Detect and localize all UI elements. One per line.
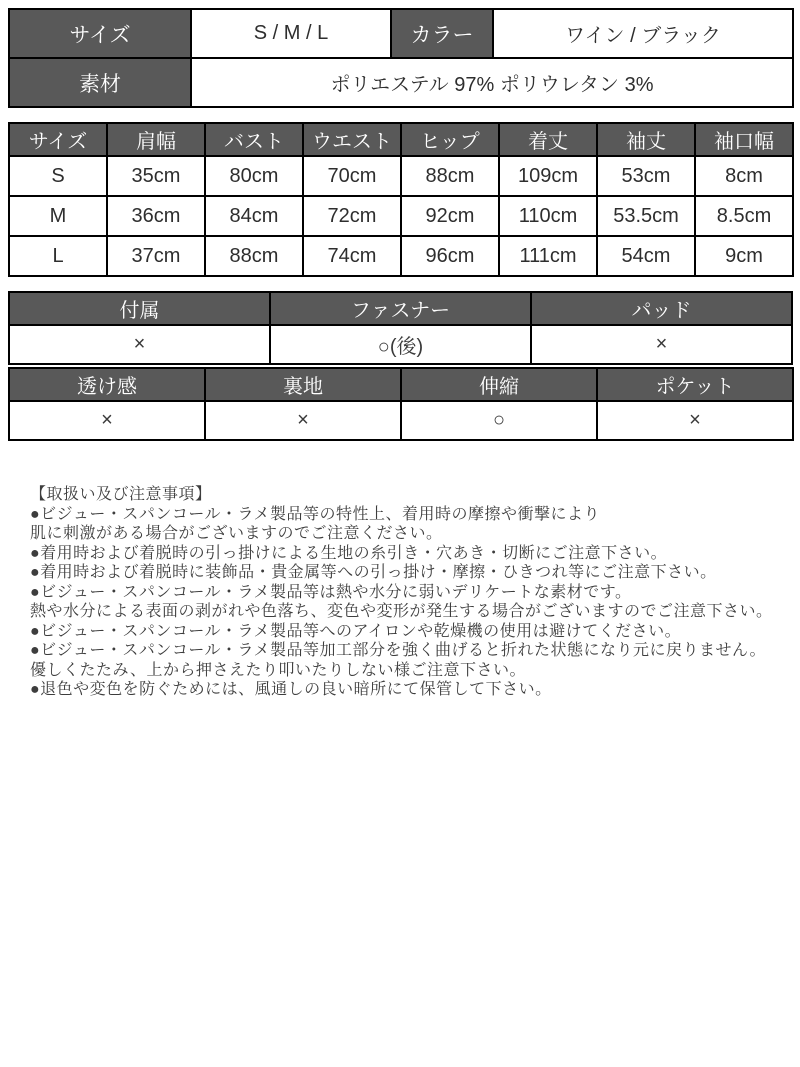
care-notes-title: 【取扱い及び注意事項】	[30, 486, 212, 503]
spec-material-label: 素材	[9, 58, 191, 107]
spec-row-size-color	[9, 9, 793, 58]
features2-header: 伸縮	[401, 368, 597, 401]
care-note-line: ●着用時および着脱時に装飾品・貴金属等への引っ掛け・摩擦・ひきつれ等にご注意下さい。	[30, 564, 717, 581]
measurements-header: 袖口幅	[695, 123, 793, 156]
measurement-cell: 54cm	[597, 236, 695, 276]
features2-header-row	[9, 368, 793, 401]
care-note-line: ●退色や変色を防ぐためには、風通しの良い暗所にて保管して下さい。	[30, 681, 552, 698]
features1-header: パッド	[531, 292, 792, 325]
measurements-header: サイズ	[9, 123, 107, 156]
measurements-header: ウエスト	[303, 123, 401, 156]
spec-row-material	[9, 58, 793, 107]
measurement-cell: 70cm	[303, 156, 401, 196]
features1-value-row	[9, 325, 792, 364]
spec-size-value: S / M / L	[191, 9, 391, 58]
spec-size-label: サイズ	[9, 9, 191, 58]
measurement-cell: L	[9, 236, 107, 276]
measurement-cell: 72cm	[303, 196, 401, 236]
features2-value: ○	[401, 401, 597, 440]
spec-material-value: ポリエステル 97% ポリウレタン 3%	[191, 58, 793, 107]
care-note-line: ●ビジュー・スパンコール・ラメ製品等へのアイロンや乾燥機の使用は避けてください。	[30, 622, 682, 640]
measurements-row-m	[9, 196, 793, 236]
features2-value: ×	[9, 401, 205, 440]
measurement-cell: 36cm	[107, 196, 205, 236]
measurements-header: バスト	[205, 123, 303, 156]
measurement-cell: 111cm	[499, 236, 597, 276]
features2-value: ×	[597, 401, 793, 440]
care-notes	[30, 485, 784, 700]
care-note-line: ●ビジュー・スパンコール・ラメ製品等加工部分を強く曲げると折れた状態になり元に戻りません。	[30, 642, 767, 659]
features1-value: ×	[9, 325, 270, 364]
features2-header: 裏地	[205, 368, 401, 401]
features1-value: ×	[531, 325, 792, 364]
features1-header-row	[9, 292, 792, 325]
care-note-line: 肌に刺激がある場合がございますのでご注意ください。	[30, 525, 443, 542]
features1-header: ファスナー	[270, 292, 531, 325]
measurement-cell: 37cm	[107, 236, 205, 276]
features2-header: 透け感	[9, 368, 205, 401]
measurement-cell: 96cm	[401, 236, 499, 276]
measurement-cell: 110cm	[499, 196, 597, 236]
measurement-cell: 53cm	[597, 156, 695, 196]
measurement-cell: 88cm	[401, 156, 499, 196]
features-table-1	[8, 291, 793, 365]
measurement-cell: 8cm	[695, 156, 793, 196]
measurements-header: 袖丈	[597, 123, 695, 156]
spec-color-value: ワイン / ブラック	[493, 9, 793, 58]
measurements-row-s	[9, 156, 793, 196]
measurement-cell: 8.5cm	[695, 196, 793, 236]
measurements-row-l	[9, 236, 793, 276]
care-note-line: 熱や水分による表面の剥がれや色落ち、変色や変形が発生する場合がございますのでご注意下さい。	[30, 603, 773, 620]
measurement-cell: 84cm	[205, 196, 303, 236]
measurement-cell: 88cm	[205, 236, 303, 276]
measurement-cell: 109cm	[499, 156, 597, 196]
measurement-cell: 80cm	[205, 156, 303, 196]
measurement-cell: S	[9, 156, 107, 196]
features1-value: ○(後)	[270, 325, 531, 364]
measurements-header-row	[9, 123, 793, 156]
measurement-cell: 53.5cm	[597, 196, 695, 236]
care-note-line: ●ビジュー・スパンコール・ラメ製品等は熱や水分に弱いデリケートな素材です。	[30, 583, 632, 601]
measurements-table	[8, 122, 794, 277]
care-note-line: 優しくたたみ、上から押さえたり叩いたりしない様ご注意下さい。	[30, 661, 526, 679]
care-note-line: ●ビジュー・スパンコール・ラメ製品等の特性上、着用時の摩擦や衝撃により	[30, 505, 601, 523]
measurement-cell: 92cm	[401, 196, 499, 236]
measurements-header: ヒップ	[401, 123, 499, 156]
features2-header: ポケット	[597, 368, 793, 401]
features2-value: ×	[205, 401, 401, 440]
measurement-cell: 9cm	[695, 236, 793, 276]
features-table-2	[8, 367, 794, 441]
measurement-cell: M	[9, 196, 107, 236]
measurement-cell: 35cm	[107, 156, 205, 196]
measurements-header: 着丈	[499, 123, 597, 156]
spec-color-label: カラー	[391, 9, 493, 58]
care-note-line: ●着用時および着脱時の引っ掛けによる生地の糸引き・穴あき・切断にご注意下さい。	[30, 544, 668, 562]
measurements-header: 肩幅	[107, 123, 205, 156]
spec-table	[8, 8, 794, 108]
features1-header: 付属	[9, 292, 270, 325]
measurement-cell: 74cm	[303, 236, 401, 276]
features2-value-row	[9, 401, 793, 440]
